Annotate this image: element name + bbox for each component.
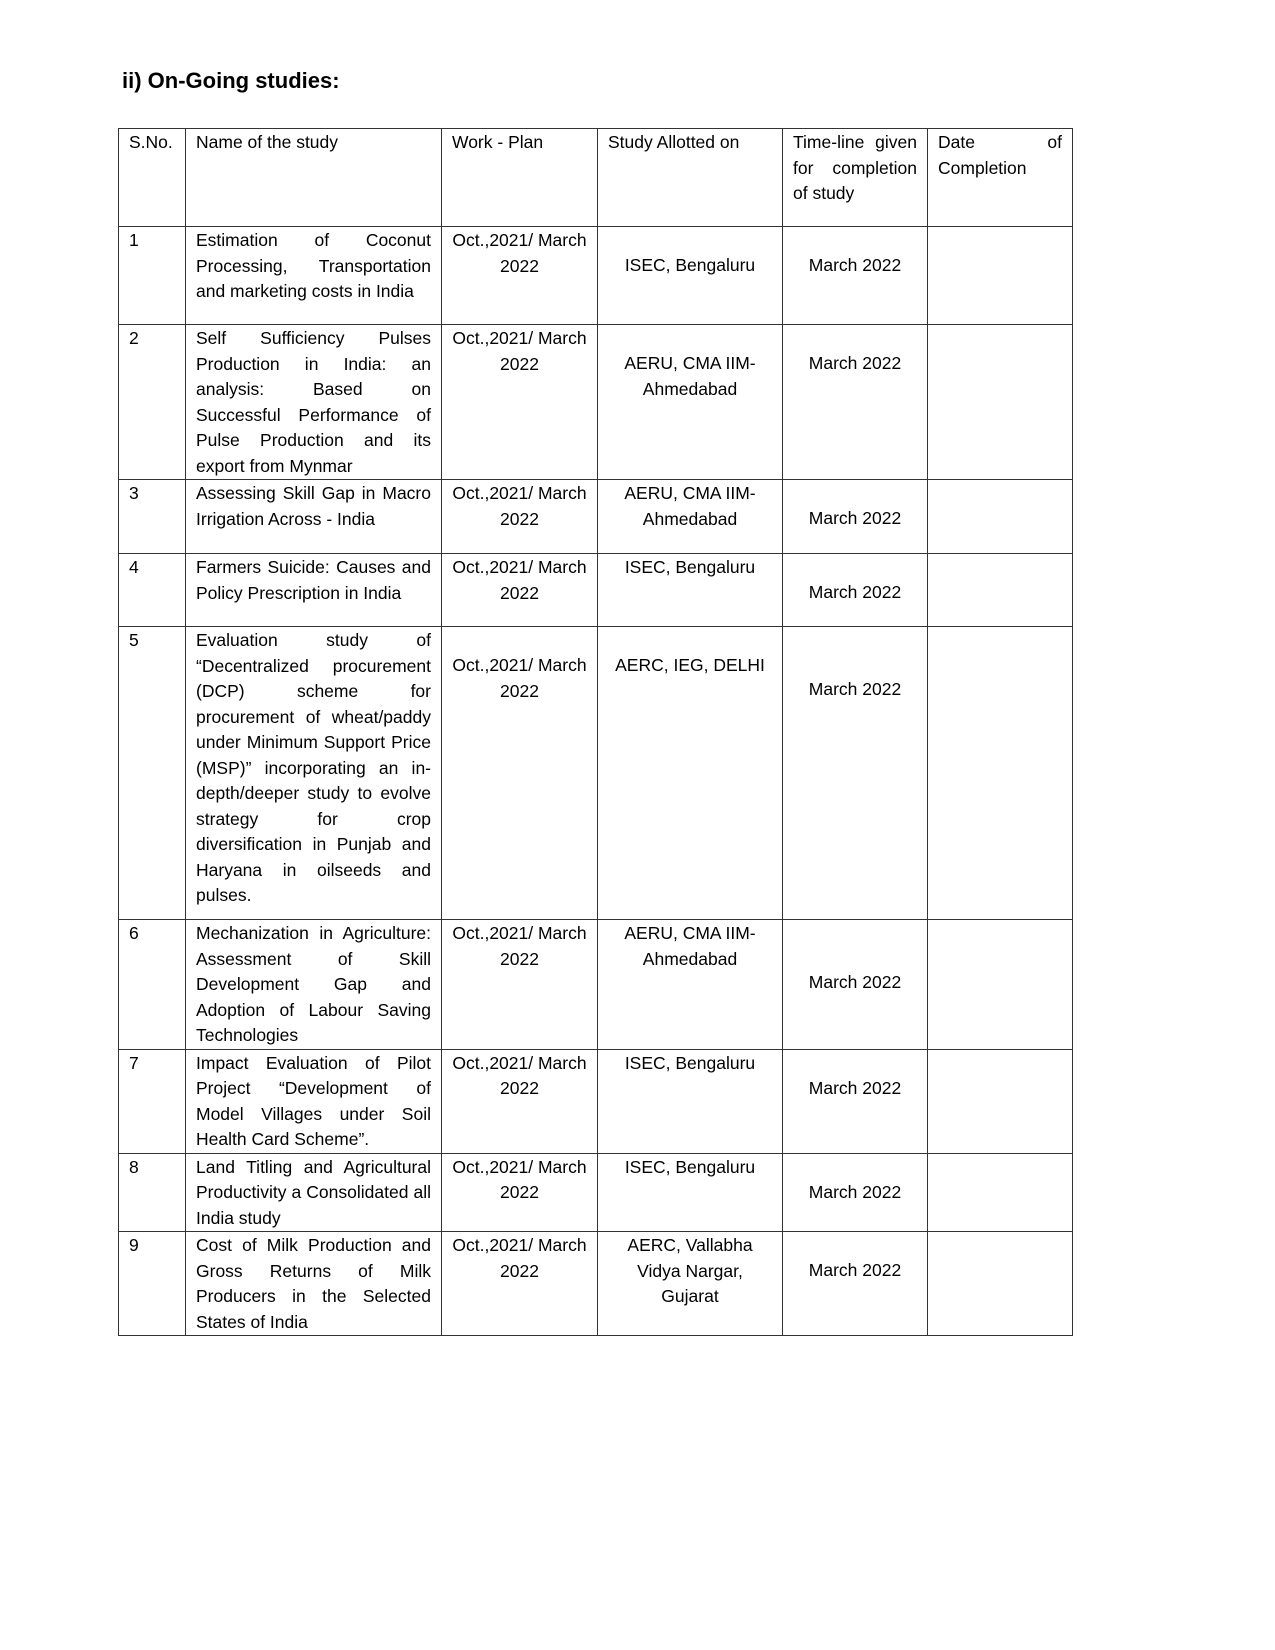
table-row xyxy=(119,1232,1073,1336)
cell-timeline: March 2022 xyxy=(783,325,928,480)
cell-work-plan: Oct.,2021/ March 2022 xyxy=(442,325,598,480)
cell-study-name: Land Titling and Agricultural Productivity a Consolidated all India study xyxy=(186,1153,442,1232)
cell-work-plan: Oct.,2021/ March 2022 xyxy=(442,1232,598,1336)
cell-study-name: Evaluation study of “Decentralized procurement (DCP) scheme for procurement of wheat/paddy under Minimum Support Price (MSP)” incorporating an in-depth/deeper study to evolve strategy for crop diversification in Punjab and Haryana in oilseeds and pulses. xyxy=(186,627,442,920)
header-completion: Date of Completion xyxy=(928,129,1073,227)
cell-timeline: March 2022 xyxy=(783,554,928,627)
table-row xyxy=(119,1153,1073,1232)
table-row xyxy=(119,554,1073,627)
cell-allotted: AERC, Vallabha Vidya Nargar, Gujarat xyxy=(598,1232,783,1336)
cell-timeline: March 2022 xyxy=(783,1153,928,1232)
table-row xyxy=(119,480,1073,554)
cell-allotted: ISEC, Bengaluru xyxy=(598,1153,783,1232)
cell-allotted: AERU, CMA IIM-Ahmedabad xyxy=(598,325,783,480)
cell-completion xyxy=(928,1049,1073,1153)
cell-completion xyxy=(928,227,1073,325)
cell-sno: 7 xyxy=(119,1049,186,1153)
table-header-row xyxy=(119,129,1073,227)
table-row xyxy=(119,325,1073,480)
cell-allotted: AERU, CMA IIM-Ahmedabad xyxy=(598,480,783,554)
cell-completion xyxy=(928,325,1073,480)
header-name: Name of the study xyxy=(186,129,442,227)
section-heading: ii) On-Going studies: xyxy=(122,68,340,93)
cell-sno: 4 xyxy=(119,554,186,627)
cell-completion xyxy=(928,920,1073,1050)
cell-timeline: March 2022 xyxy=(783,1232,928,1336)
cell-timeline: March 2022 xyxy=(783,480,928,554)
table-row xyxy=(119,227,1073,325)
cell-study-name: Cost of Milk Production and Gross Returns of Milk Producers in the Selected States of India xyxy=(186,1232,442,1336)
header-timeline: Time-line given for completion of study xyxy=(783,129,928,227)
cell-sno: 2 xyxy=(119,325,186,480)
header-sno: S.No. xyxy=(119,129,186,227)
cell-completion xyxy=(928,1153,1073,1232)
cell-sno: 3 xyxy=(119,480,186,554)
cell-work-plan: Oct.,2021/ March 2022 xyxy=(442,1049,598,1153)
cell-timeline: March 2022 xyxy=(783,227,928,325)
cell-sno: 8 xyxy=(119,1153,186,1232)
table-row xyxy=(119,627,1073,920)
table-row xyxy=(119,920,1073,1050)
cell-work-plan: Oct.,2021/ March 2022 xyxy=(442,920,598,1050)
cell-study-name: Farmers Suicide: Causes and Policy Prescription in India xyxy=(186,554,442,627)
cell-allotted: AERU, CMA IIM-Ahmedabad xyxy=(598,920,783,1050)
cell-work-plan: Oct.,2021/ March 2022 xyxy=(442,227,598,325)
cell-study-name: Impact Evaluation of Pilot Project “Development of Model Villages under Soil Health Card Scheme”. xyxy=(186,1049,442,1153)
cell-work-plan: Oct.,2021/ March 2022 xyxy=(442,554,598,627)
cell-completion xyxy=(928,627,1073,920)
cell-study-name: Self Sufficiency Pulses Production in India: an analysis: Based on Successful Performance of Pulse Production and its export from Mynmar xyxy=(186,325,442,480)
cell-completion xyxy=(928,554,1073,627)
cell-sno: 6 xyxy=(119,920,186,1050)
cell-sno: 1 xyxy=(119,227,186,325)
cell-work-plan: Oct.,2021/ March 2022 xyxy=(442,627,598,920)
cell-study-name: Assessing Skill Gap in Macro Irrigation Across - India xyxy=(186,480,442,554)
cell-allotted: ISEC, Bengaluru xyxy=(598,227,783,325)
cell-work-plan: Oct.,2021/ March 2022 xyxy=(442,1153,598,1232)
cell-allotted: ISEC, Bengaluru xyxy=(598,554,783,627)
cell-sno: 9 xyxy=(119,1232,186,1336)
cell-study-name: Mechanization in Agriculture: Assessment of Skill Development Gap and Adoption of Labour Saving Technologies xyxy=(186,920,442,1050)
cell-study-name: Estimation of Coconut Processing, Transportation and marketing costs in India xyxy=(186,227,442,325)
cell-completion xyxy=(928,480,1073,554)
cell-allotted: AERC, IEG, DELHI xyxy=(598,627,783,920)
header-work-plan: Work - Plan xyxy=(442,129,598,227)
cell-work-plan: Oct.,2021/ March 2022 xyxy=(442,480,598,554)
cell-timeline: March 2022 xyxy=(783,627,928,920)
cell-allotted: ISEC, Bengaluru xyxy=(598,1049,783,1153)
cell-completion xyxy=(928,1232,1073,1336)
cell-sno: 5 xyxy=(119,627,186,920)
cell-timeline: March 2022 xyxy=(783,1049,928,1153)
cell-timeline: March 2022 xyxy=(783,920,928,1050)
table-row xyxy=(119,1049,1073,1153)
ongoing-studies-table xyxy=(118,128,1073,1336)
header-allotted: Study Allotted on xyxy=(598,129,783,227)
